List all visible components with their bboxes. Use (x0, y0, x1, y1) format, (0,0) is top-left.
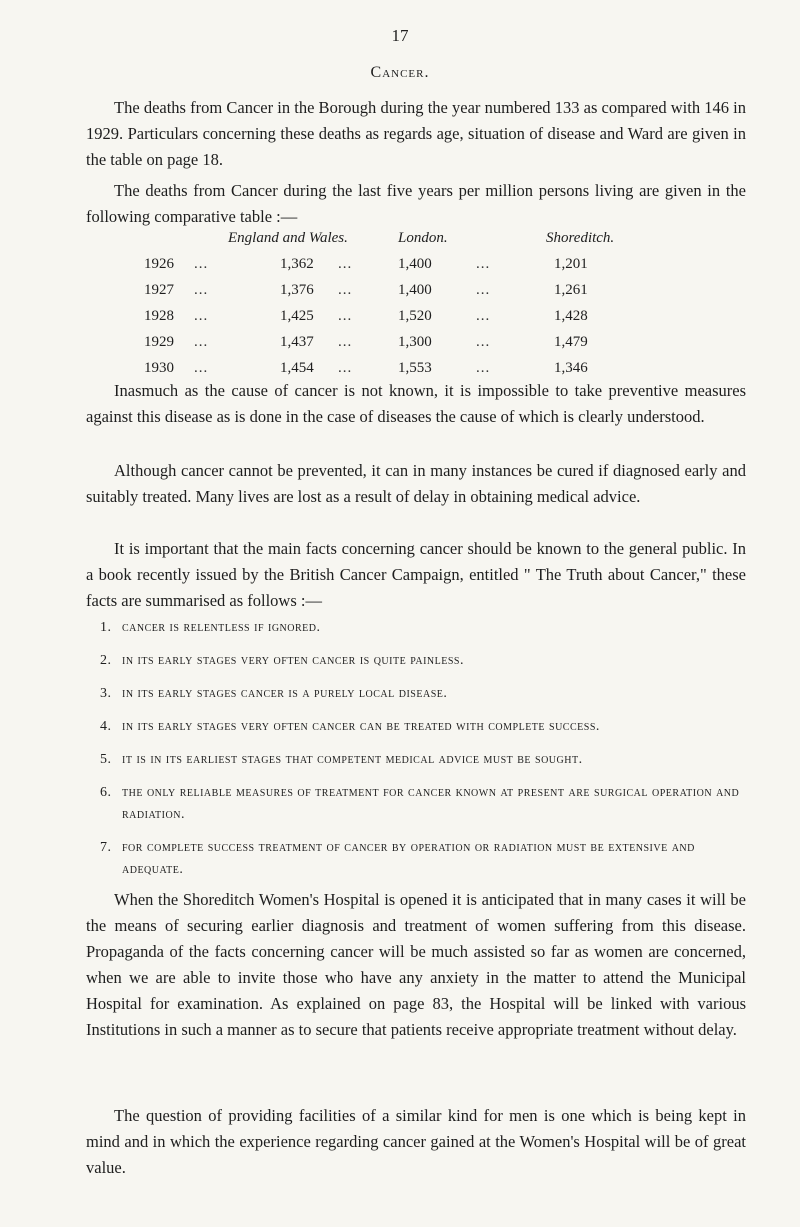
column-header-shoreditch: Shoreditch. (546, 230, 615, 246)
list-item-number: 6. (100, 785, 112, 800)
list-item-text: in its early stages cancer is a purely local disease. (122, 686, 448, 701)
list-item (100, 617, 750, 639)
row-value: 1,201 (554, 256, 588, 272)
list-item-number: 3. (100, 686, 112, 701)
comparative-table (86, 230, 746, 386)
list-item (100, 782, 750, 826)
leader-dots: ... (338, 308, 353, 324)
table-row (86, 334, 746, 360)
heading-text: Cancer. (370, 64, 430, 81)
paragraph-cure: Although cancer cannot be prevented, it can in many instances be cured if diagnosed early and suitably treated. Many lives are lost as a result of delay in obtaining medical advice. (86, 461, 746, 506)
leader-dots: ... (338, 360, 353, 376)
list-item-text: for complete success treatment of cancer by operation or radiation must be extensive and adequate. (122, 840, 695, 877)
leader-dots: ... (194, 360, 209, 376)
row-value: 1,261 (554, 282, 588, 298)
row-value: 1,400 (398, 282, 432, 298)
row-value: 1,437 (280, 334, 314, 350)
leader-dots: ... (194, 308, 209, 324)
paragraph-comparative-intro: The deaths from Cancer during the last five years per million persons living are given in the following comparative table :— (86, 181, 746, 226)
row-value: 1,428 (554, 308, 588, 324)
row-year: 1930 (144, 360, 174, 376)
row-year: 1926 (144, 256, 174, 272)
facts-list (100, 617, 750, 892)
list-item (100, 716, 750, 738)
list-item (100, 749, 750, 771)
row-value: 1,479 (554, 334, 588, 350)
list-item (100, 650, 750, 672)
table-header (86, 230, 746, 256)
table-row (86, 282, 746, 308)
row-value: 1,362 (280, 256, 314, 272)
row-year: 1928 (144, 308, 174, 324)
list-item-text: the only reliable measures of treatment for cancer known at present are surgical operation and radiation. (122, 785, 740, 822)
row-value: 1,346 (554, 360, 588, 376)
list-item-number: 7. (100, 840, 112, 855)
leader-dots: ... (476, 360, 491, 376)
row-value: 1,425 (280, 308, 314, 324)
list-item-number: 4. (100, 719, 112, 734)
row-year: 1929 (144, 334, 174, 350)
leader-dots: ... (476, 334, 491, 350)
leader-dots: ... (476, 308, 491, 324)
leader-dots: ... (194, 256, 209, 272)
table-row (86, 256, 746, 282)
row-value: 1,376 (280, 282, 314, 298)
leader-dots: ... (194, 282, 209, 298)
column-header-england-wales: England and Wales. (228, 230, 348, 246)
leader-dots: ... (194, 334, 209, 350)
page-number: 17 (391, 26, 409, 45)
row-value: 1,520 (398, 308, 432, 324)
leader-dots: ... (476, 256, 491, 272)
list-item-text: in its early stages very often cancer can be treated with complete success. (122, 719, 600, 734)
list-item-number: 2. (100, 653, 112, 668)
leader-dots: ... (338, 256, 353, 272)
paragraph-public-facts: It is important that the main facts concerning cancer should be known to the general public. In a book recently issued by the British Cancer Campaign, entitled " The Truth about Cancer," these facts are summarised as follows :— (86, 539, 746, 610)
column-header-london: London. (398, 230, 448, 246)
row-value: 1,300 (398, 334, 432, 350)
list-item-number: 5. (100, 752, 112, 767)
list-item (100, 683, 750, 705)
section-heading (0, 64, 800, 82)
table-row (86, 308, 746, 334)
list-item-text: it is in its earliest stages that competent medical advice must be sought. (122, 752, 583, 767)
list-item-number: 1. (100, 620, 112, 635)
row-value: 1,553 (398, 360, 432, 376)
paragraph-prevention: Inasmuch as the cause of cancer is not known, it is impossible to take preventive measures against this disease as is done in the case of diseases the cause of which is clearly understood. (86, 381, 746, 426)
row-value: 1,400 (398, 256, 432, 272)
list-item (100, 837, 750, 881)
row-year: 1927 (144, 282, 174, 298)
leader-dots: ... (476, 282, 491, 298)
list-item-text: in its early stages very often cancer is quite painless. (122, 653, 464, 668)
leader-dots: ... (338, 282, 353, 298)
list-item-text: cancer is relentless if ignored. (122, 620, 321, 635)
row-value: 1,454 (280, 360, 314, 376)
paragraph-men-facilities: The question of providing facilities of a similar kind for men is one which is being kept in mind and in which the experience regarding cancer gained at the Women's Hospital will be of great value. (86, 1106, 746, 1177)
paragraph-womens-hospital: When the Shoreditch Women's Hospital is opened it is anticipated that in many cases it will be the means of securing earlier diagnosis and treatment of women suffering from this disease. Propaganda of the facts concerning cancer will be much assisted so far as women are concerned, when we are able to invite those who have any anxiety in the matter to attend the Municipal Hospital for examination. As explained on page 83, the Hospital will be linked with various Institutions in such a manner as to secure that patients receive appropriate treatment without delay. (86, 890, 746, 1039)
paragraph-deaths-count: The deaths from Cancer in the Borough during the year numbered 133 as compared with 146 in 1929. Particulars concerning these deaths as regards age, situation of disease and Ward are given in the table on page 18. (86, 98, 746, 169)
table-body (86, 256, 746, 386)
leader-dots: ... (338, 334, 353, 350)
